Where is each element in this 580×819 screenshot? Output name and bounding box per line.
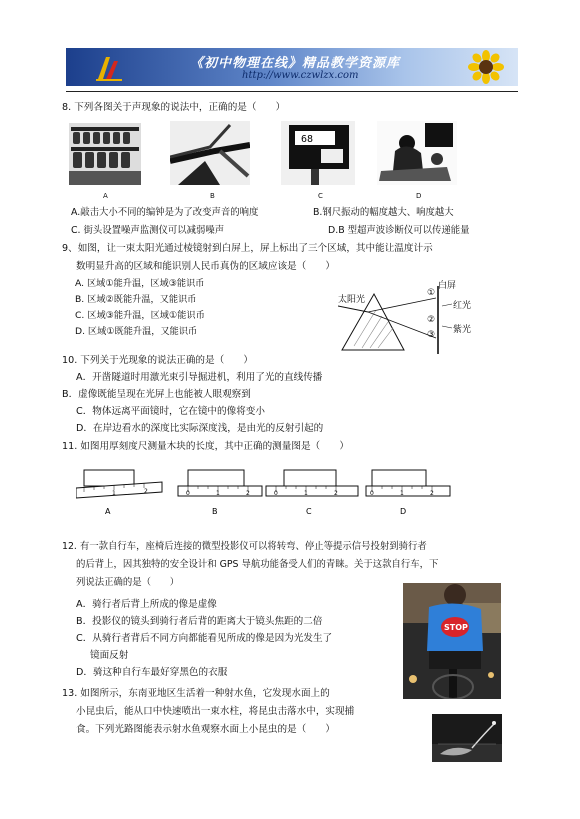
q12-stem-line3: 列说法正确的是（ ） [76,577,180,588]
q12-stem-line2: 的后背上，因其独特的安全设计和 GPS 导航功能备受人们的青睐。关于这款自行车，下 [76,559,439,570]
q8-image-b [170,121,250,185]
q9-region-1: ① [427,288,436,298]
q12-option-d: D．骑这种自行车最好穿黑色的衣服 [76,667,228,678]
q8-option-c: C. 街头设置噪声监测仪可以减弱噪声 [71,225,225,236]
q9-option-c: C. 区域③能升温，区域①能识币 [75,310,205,321]
q11-a-tick-1: 1 [112,490,116,497]
q8-caption-c: C [318,192,323,200]
q12-option-b: B．投影仪的镜头到骑行者后背的距离大于镜头焦距的二倍 [76,616,323,627]
q9-screen-label: 白屏 [438,281,457,291]
q11-d-tick-1: 1 [400,490,404,497]
q9-stem-line2: 数明显升高的区域和能识别人民币真伪的区域应该是（ ） [76,261,336,272]
q12-option-c-cont: 镜面反射 [90,650,129,661]
q10-option-d: D．在岸边看水的深度比实际深度浅，是由光的反射引起的 [76,423,324,434]
q11-caption-b: B [212,507,218,516]
q13-archerfish-photo [432,714,502,762]
q9-option-b: B. 区域②既能升温，又能识币 [75,294,197,305]
q11-d-tick-0: 0 [370,490,374,497]
q8-stem: 8. 下列各图关于声现象的说法中，正确的是（ ） [62,102,286,113]
sunflower-icon [468,50,504,84]
q9-option-a: A. 区域①能升温，区域③能识币 [75,278,205,289]
header-rule [66,91,518,92]
q13-stem-line3: 食。下列光路图能表示射水鱼观察水面上小昆虫的是（ ） [76,724,336,735]
q11-c-tick-0: 0 [274,490,278,497]
q11-ruler-a [76,470,162,498]
q11-stem: 11. 如图用厚刻度尺测量木块的长度，其中正确的测量图是（ ） [62,441,349,452]
q8-caption-b: B [210,192,215,200]
logo-icon [94,53,124,81]
q11-b-tick-2: 2 [246,490,250,497]
q10-option-c: C．物体远离平面镜时，它在镜中的像将变小 [76,406,265,417]
q11-d-tick-2: 2 [430,490,434,497]
q11-caption-d: D [400,507,407,516]
q11-c-tick-2: 2 [334,490,338,497]
header-banner [66,48,518,86]
q9-stem-line1: 9、如图，让一束太阳光通过棱镜射到白屏上，屏上标出了三个区域，其中能让温度计示 [62,243,433,254]
svg-text:68: 68 [301,134,314,145]
q10-stem: 10. 下列关于光现象的说法正确的是（ ） [62,355,253,366]
q12-stop-sign: STOP [444,623,468,632]
q11-b-tick-0: 0 [186,490,190,497]
q8-image-c [281,121,355,185]
q12-option-c: C．从骑行者背后不同方向都能看见所成的像是因为光发生了 [76,633,333,644]
q9-region-2: ② [427,315,436,325]
q11-caption-c: C [306,507,312,516]
q11-caption-a: A [105,507,111,516]
q12-stem-line1: 12. 有一款自行车，座椅后连接的微型投影仪可以将转弯、停止等提示信号投射到骑行者 [62,541,427,552]
q11-ruler-figures [76,462,460,520]
q11-a-tick-2: 2 [144,488,148,495]
q8-caption-d: D [416,192,422,200]
q10-option-a: A．开凿隧道时用激光束引导掘进机，利用了光的直线传播 [76,372,323,383]
q11-c-tick-1: 1 [304,490,308,497]
q11-ruler-d [366,470,450,497]
q12-bicycle-photo [403,583,501,699]
q8-caption-a: A [103,192,108,200]
q8-image-a [69,123,141,185]
q13-stem-line1: 13. 如图所示，东南亚地区生活着一种射水鱼，它发现水面上的 [62,688,330,699]
q11-b-tick-1: 1 [216,490,220,497]
q9-region-3: ③ [427,330,436,340]
q9-sun-label: 太阳光 [338,295,366,305]
banner-url: http://www.czwlzx.com [242,70,359,81]
q11-ruler-c [266,470,358,497]
q9-violet-label: 紫光 [453,325,472,335]
q11-ruler-b [178,470,262,497]
q8-image-d [377,121,457,185]
q8-option-a: A.敲击大小不同的编钟是为了改变声音的响度 [71,207,259,218]
q9-red-label: 红光 [453,301,472,311]
q12-option-a: A．骑行者后背上所成的像是虚像 [76,599,217,610]
q8-option-d: D.B 型超声波诊断仪可以传递能量 [328,225,470,236]
q9-option-d: D. 区域①既能升温，又能识币 [75,326,198,337]
q8-option-b: B.钢尺振动的幅度越大、响度越大 [313,207,454,218]
q10-option-b: B．虚像既能呈现在光屏上也能被人眼观察到 [62,389,251,400]
banner-title: 《初中物理在线》精品教学资源库 [190,56,401,71]
q9-prism-figure [338,276,488,354]
q13-stem-line2: 小昆虫后，能从口中快速喷出一束水柱，将昆虫击落水中，实现捕 [76,706,355,717]
